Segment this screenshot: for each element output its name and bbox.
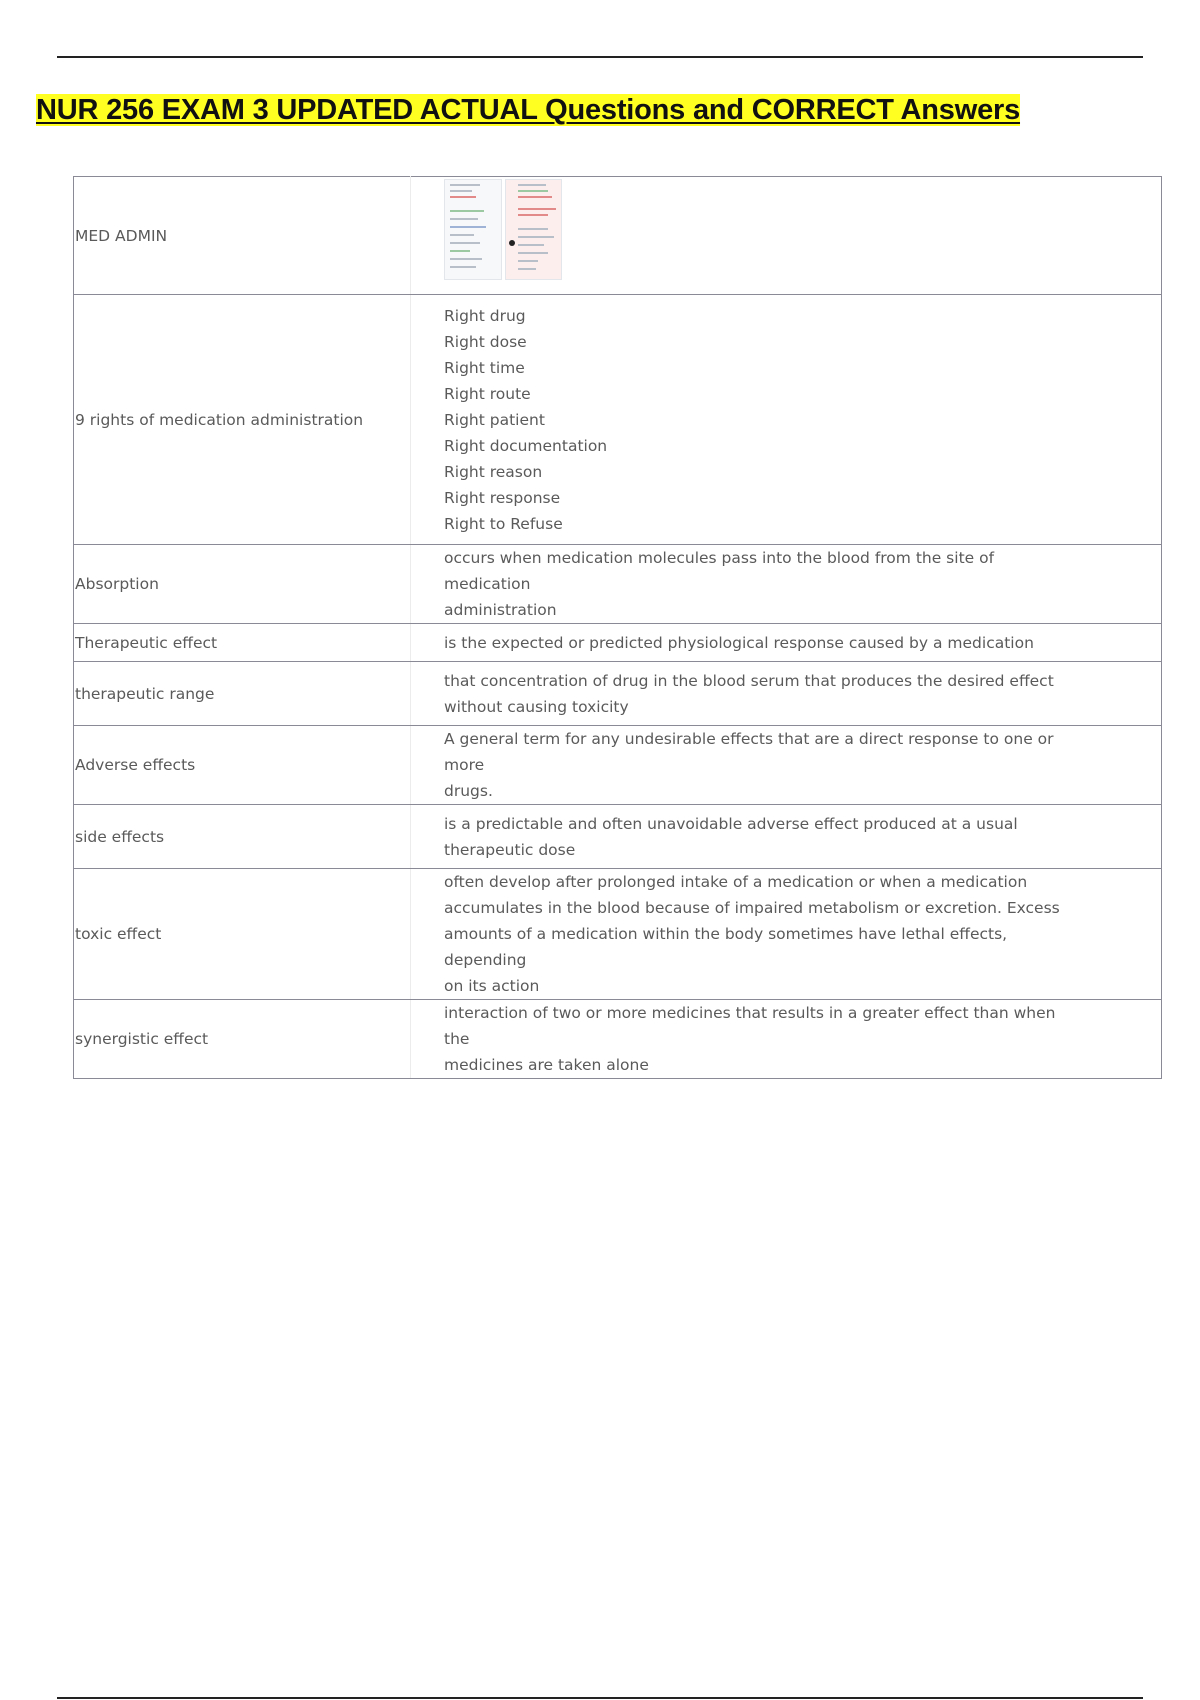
- term-cell: synergistic effect: [74, 1000, 411, 1079]
- table-row: [74, 624, 1162, 662]
- infographic-left-panel: [444, 179, 502, 280]
- definition-line: on its action: [444, 977, 540, 995]
- definition-line: A general term for any undesirable effects that are a direct response to one or more: [444, 730, 1054, 774]
- definition-line: that concentration of drug in the blood serum that produces the desired effect: [444, 671, 1054, 690]
- definition-cell: [411, 805, 1162, 869]
- term-cell: 9 rights of medication administration: [74, 295, 411, 545]
- definition-line: is the expected or predicted physiological response caused by a medication: [444, 633, 1034, 652]
- infographic-right-panel: [505, 179, 563, 280]
- definition-line: Right dose: [444, 332, 527, 351]
- definition-line: often develop after prolonged intake of a medication or when a medication: [444, 873, 1028, 891]
- term-cell: Adverse effects: [74, 726, 411, 805]
- term-cell: Therapeutic effect: [74, 624, 411, 662]
- qa-table: [73, 176, 1162, 1079]
- definition-cell: [411, 545, 1162, 624]
- table-row: [74, 177, 1162, 295]
- definition-line: medicines are taken alone: [444, 1056, 649, 1074]
- definition-line: Right time: [444, 358, 525, 377]
- definition-cell: [411, 869, 1162, 1000]
- table-row: [74, 1000, 1162, 1079]
- header-rule: [57, 56, 1143, 58]
- definition-line: occurs when medication molecules pass into the blood from the site of medication: [444, 549, 995, 593]
- definition-cell: [411, 295, 1162, 545]
- definition-line: Right patient: [444, 410, 545, 429]
- definition-cell: [411, 1000, 1162, 1079]
- definition-line: accumulates in the blood because of impaired metabolism or excretion. Excess: [444, 899, 1060, 917]
- definition-line: Right response: [444, 488, 561, 507]
- table-row: [74, 295, 1162, 545]
- document-title-text: NUR 256 EXAM 3 UPDATED ACTUAL Questions and CORRECT Answers: [36, 94, 1021, 126]
- table-row: [74, 805, 1162, 869]
- document-title: [36, 94, 1020, 127]
- term-cell: therapeutic range: [74, 662, 411, 726]
- definition-line: drugs.: [444, 782, 493, 800]
- definition-line: Right reason: [444, 462, 543, 481]
- term-cell: toxic effect: [74, 869, 411, 1000]
- term-cell: side effects: [74, 805, 411, 869]
- definition-line: Right route: [444, 384, 531, 403]
- definition-line: interaction of two or more medicines that results in a greater effect than when the: [444, 1004, 1056, 1048]
- med-admin-infographic-image: [444, 179, 562, 280]
- definition-line: administration: [444, 601, 557, 619]
- term-cell: MED ADMIN: [74, 177, 411, 295]
- table-row: [74, 662, 1162, 726]
- table-row: [74, 545, 1162, 624]
- definition-line: Right to Refuse: [444, 514, 563, 533]
- definition-cell: [411, 662, 1162, 726]
- definition-line: without causing toxicity: [444, 697, 629, 716]
- footer-rule: [57, 1697, 1143, 1699]
- definition-cell: [411, 726, 1162, 805]
- definition-cell: [411, 624, 1162, 662]
- definition-line: therapeutic dose: [444, 840, 576, 859]
- table-row: [74, 869, 1162, 1000]
- definition-line: is a predictable and often unavoidable adverse effect produced at a usual: [444, 814, 1018, 833]
- qa-table-body: [74, 177, 1162, 1079]
- table-row: [74, 726, 1162, 805]
- definition-line: Right drug: [444, 306, 526, 325]
- definition-cell: [411, 177, 1162, 295]
- definition-line: Right documentation: [444, 436, 608, 455]
- definition-line: amounts of a medication within the body sometimes have lethal effects, depending: [444, 925, 1008, 969]
- term-cell: Absorption: [74, 545, 411, 624]
